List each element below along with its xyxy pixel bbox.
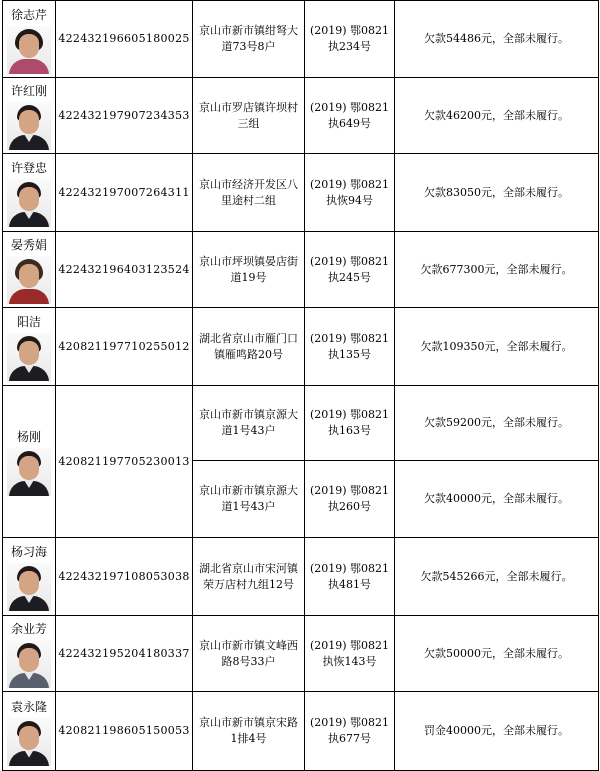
case-number: (2019) 鄂0821 执恢143号 [305, 616, 395, 692]
case-number: (2019) 鄂0821 执245号 [305, 232, 395, 308]
name-photo-cell [3, 232, 56, 308]
table-row [3, 692, 599, 771]
portrait-photo [7, 563, 51, 611]
address: 京山市罗店镇许坝村三组 [193, 78, 305, 154]
case-number: (2019) 鄂0821 执135号 [305, 308, 395, 386]
person-name: 阳洁 [16, 315, 41, 329]
person-name: 徐志芹 [10, 7, 47, 22]
name-photo-cell [3, 78, 56, 154]
id-number: 422432196605180025 [56, 1, 193, 78]
table-row [3, 386, 599, 461]
address: 京山市新市镇绀弩大道73号8户 [193, 1, 305, 78]
case-number: (2019) 鄂0821 执234号 [305, 1, 395, 78]
address: 京山市新市镇京源大道1号43户 [193, 461, 305, 538]
address: 湖北省京山市雁门口镇雁鸣路20号 [193, 308, 305, 386]
debt-status: 欠款40000元，全部未履行。 [395, 461, 599, 538]
address: 京山市新市镇京宋路1排4号 [193, 692, 305, 771]
name-photo-cell [3, 154, 56, 232]
person-name: 余业芳 [10, 622, 47, 636]
person-name: 晏秀娟 [10, 238, 47, 252]
table-row [3, 616, 599, 692]
id-number: 422432195204180337 [56, 616, 193, 692]
table-row [3, 538, 599, 616]
debt-status: 罚金40000元，全部未履行。 [395, 692, 599, 771]
case-number: (2019) 鄂0821 执649号 [305, 78, 395, 154]
person-name: 杨刚 [16, 430, 41, 444]
address: 京山市经济开发区八里途村二组 [193, 154, 305, 232]
table-row [3, 154, 599, 232]
address: 京山市新市镇文峰西路8号33户 [193, 616, 305, 692]
person-name: 许红刚 [10, 84, 47, 98]
case-number: (2019) 鄂0821 执163号 [305, 386, 395, 461]
debt-status: 欠款677300元，全部未履行。 [395, 232, 599, 308]
id-number: 420821197710255012 [56, 308, 193, 386]
debt-status: 欠款59200元，全部未履行。 [395, 386, 599, 461]
table-row [3, 1, 599, 78]
id-number: 420821197705230013 [56, 386, 193, 538]
name-photo-cell [3, 308, 56, 386]
id-number: 422432197907234353 [56, 78, 193, 154]
portrait-photo [7, 256, 51, 304]
portrait-photo [7, 102, 51, 150]
debtor-table [2, 0, 599, 771]
address: 京山市坪坝镇晏店街道19号 [193, 232, 305, 308]
debt-status: 欠款545266元，全部未履行。 [395, 538, 599, 616]
name-photo-cell [3, 692, 56, 771]
portrait-photo [7, 333, 51, 381]
portrait-photo [7, 640, 51, 688]
person-name: 许登忠 [10, 161, 47, 175]
portrait-photo [7, 179, 51, 227]
debt-status: 欠款83050元，全部未履行。 [395, 154, 599, 232]
person-name: 杨习海 [10, 545, 47, 559]
debt-status: 欠款50000元，全部未履行。 [395, 616, 599, 692]
table-row [3, 78, 599, 154]
id-number: 420821198605150053 [56, 692, 193, 771]
case-number: (2019) 鄂0821 执260号 [305, 461, 395, 538]
portrait-photo [7, 718, 51, 766]
id-number: 422432196403123524 [56, 232, 193, 308]
debt-status: 欠款46200元，全部未履行。 [395, 78, 599, 154]
address: 湖北省京山市宋河镇荣万店村九组12号 [193, 538, 305, 616]
id-number: 422432197108053038 [56, 538, 193, 616]
case-number: (2019) 鄂0821 执481号 [305, 538, 395, 616]
table-row [3, 232, 599, 308]
name-photo-cell [3, 616, 56, 692]
address: 京山市新市镇京源大道1号43户 [193, 386, 305, 461]
debt-status: 欠款54486元，全部未履行。 [395, 1, 599, 78]
name-photo-cell [3, 1, 56, 78]
portrait-photo [7, 26, 51, 74]
name-photo-cell [3, 386, 56, 538]
portrait-photo [7, 448, 51, 496]
table-row [3, 308, 599, 386]
debt-status: 欠款109350元，全部未履行。 [395, 308, 599, 386]
case-number: (2019) 鄂0821 执677号 [305, 692, 395, 771]
case-number: (2019) 鄂0821 执恢94号 [305, 154, 395, 232]
person-name: 袁永隆 [10, 699, 47, 714]
name-photo-cell [3, 538, 56, 616]
id-number: 422432197007264311 [56, 154, 193, 232]
